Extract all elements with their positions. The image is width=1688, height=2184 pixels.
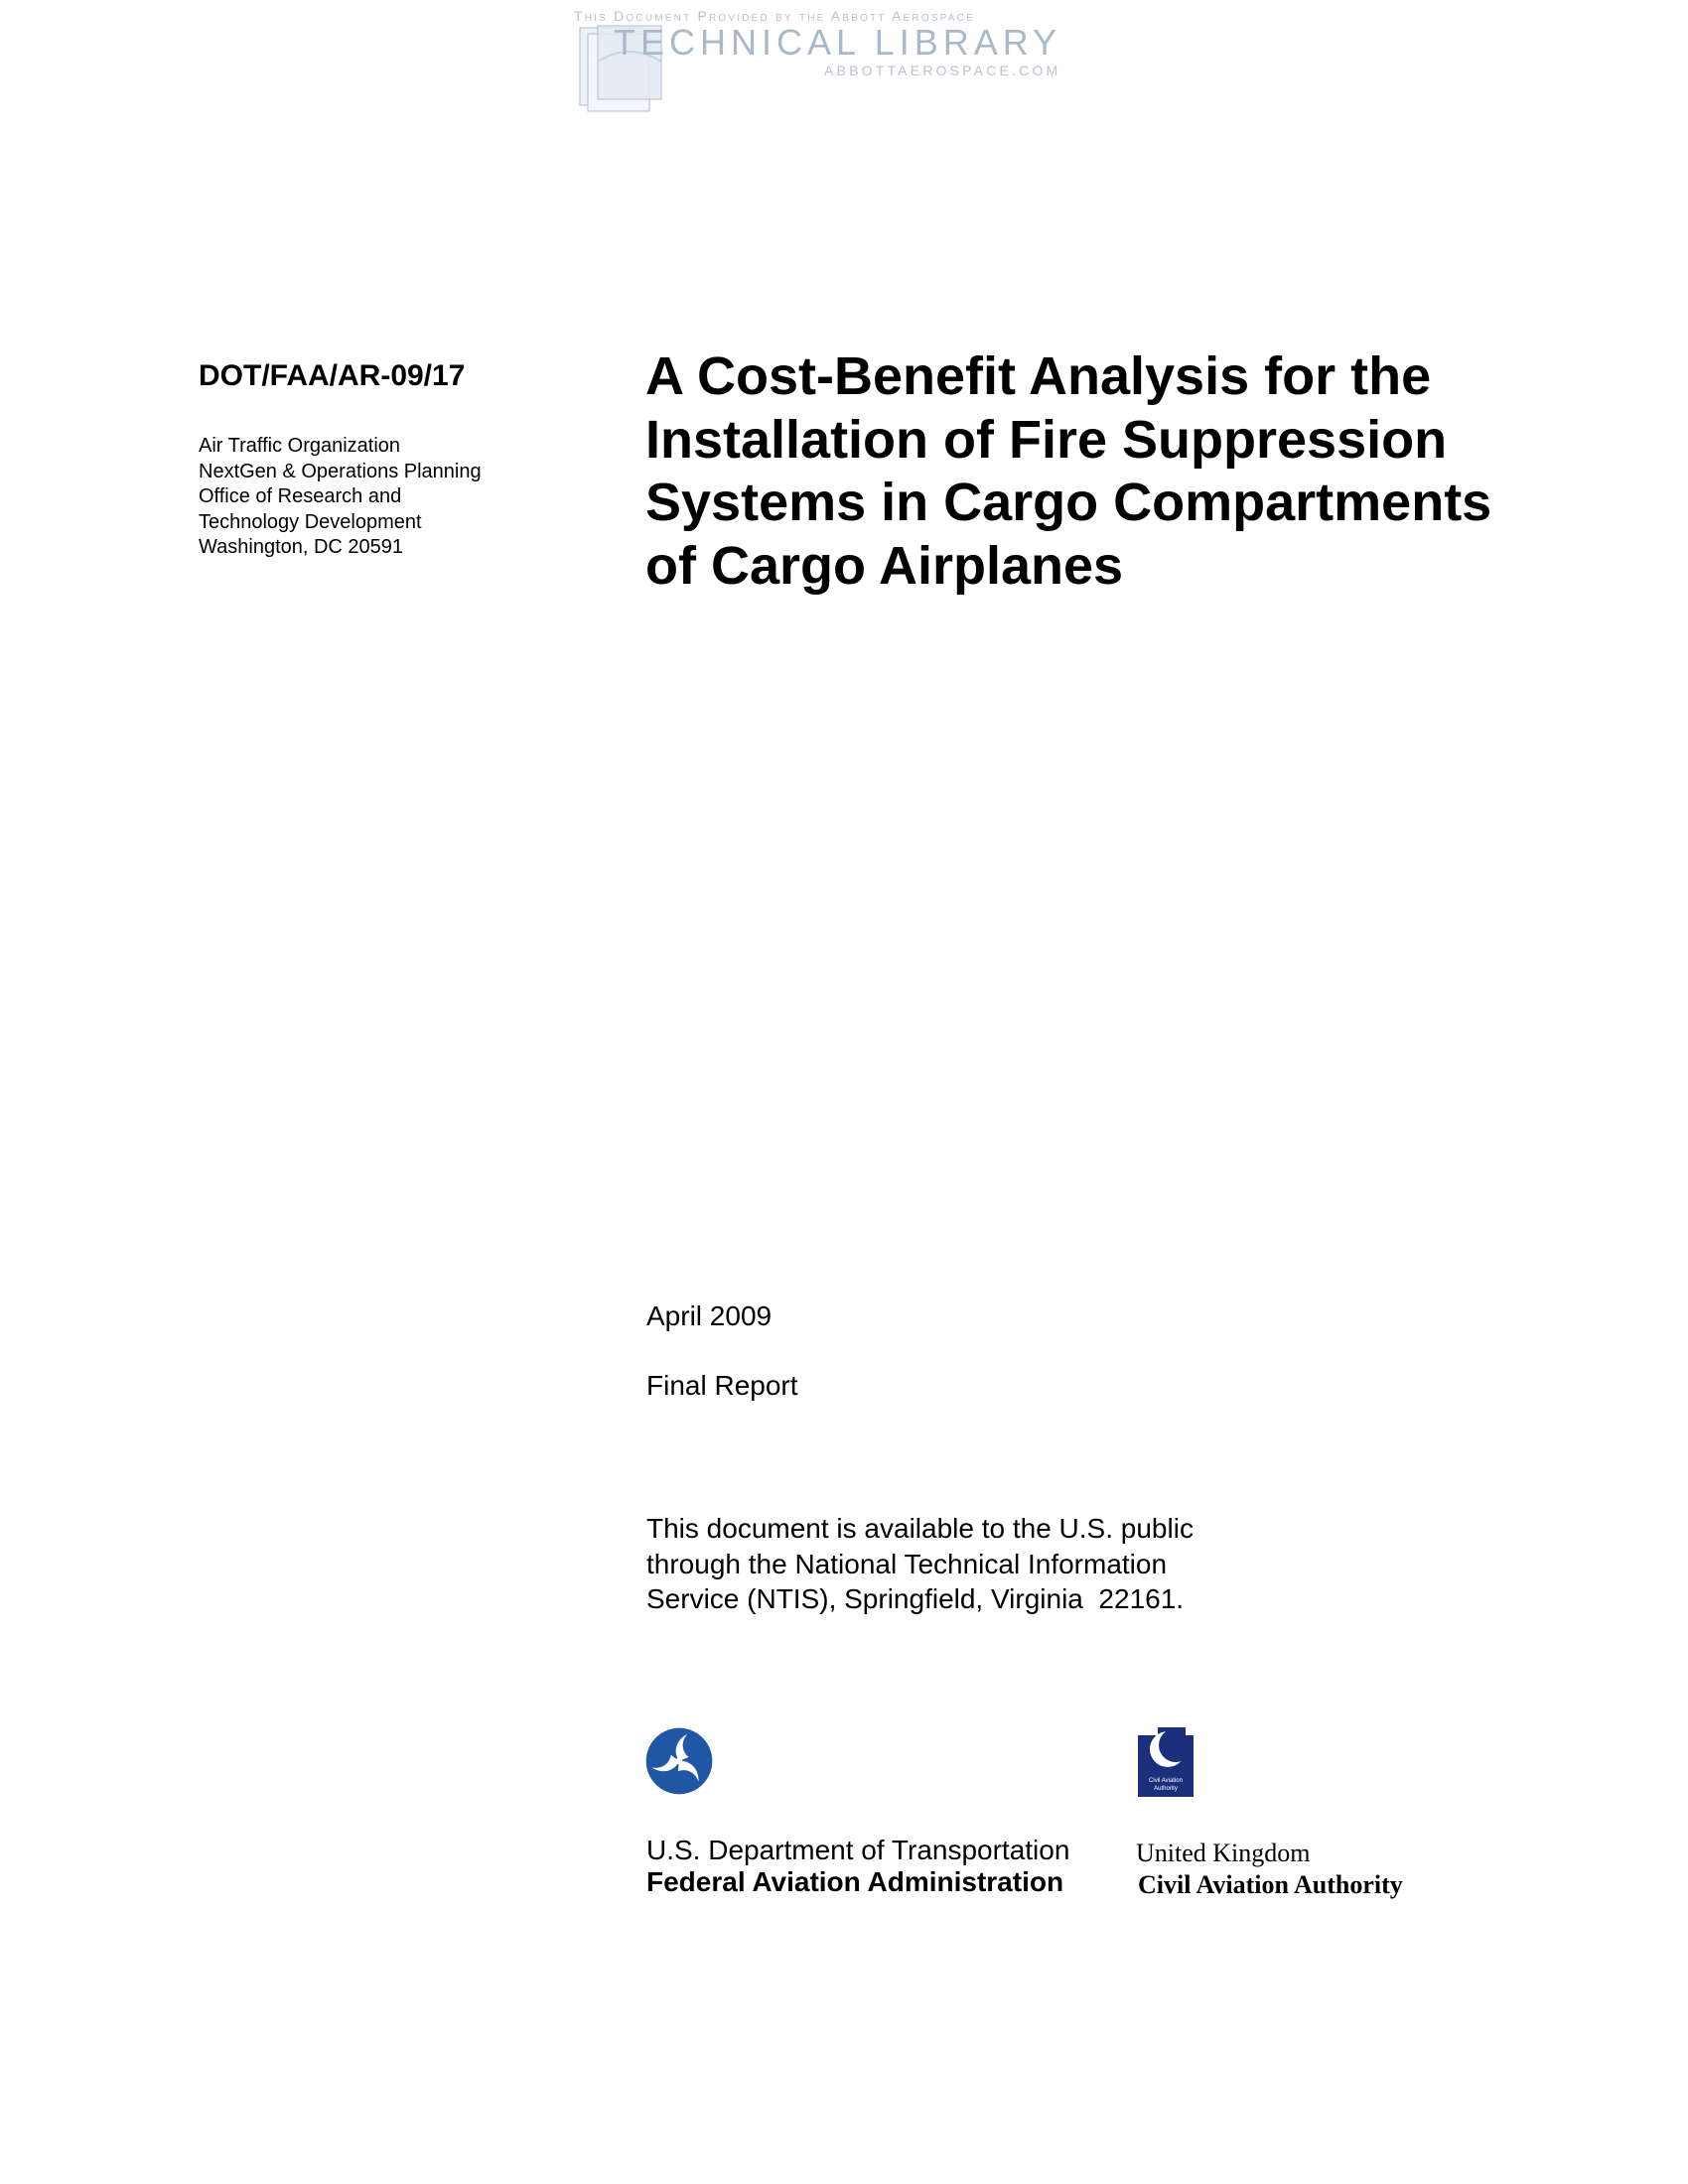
dot-agency-text [646,1835,1069,1898]
title-line: A Cost-Benefit Analysis for the [645,346,1432,406]
title-line: of Cargo Airplanes [645,535,1124,596]
watermark-header [570,4,1086,113]
availability-statement [646,1511,1194,1617]
report-type: Final Report [646,1370,798,1401]
organization-line: Air Traffic Organization [199,435,401,457]
report-number: DOT/FAA/AR-09/17 [199,359,466,392]
document-title [645,345,1648,598]
dot-department: U.S. Department of Transportation [646,1835,1070,1865]
title-line: Installation of Fire Suppression [645,409,1448,470]
caa-logo-text: Authority [1154,1786,1178,1792]
availability-line: This document is available to the U.S. public [646,1513,1194,1544]
caa-agency-text [1136,1838,1403,1901]
caa-country: United Kingdom [1136,1839,1311,1867]
organization-line: Office of Research and [199,485,402,507]
faa-name: Federal Aviation Administration [646,1866,1064,1897]
title-line: Systems in Cargo Compartments [645,473,1492,532]
availability-line: through the National Technical Information [646,1548,1168,1579]
dot-triskelion-icon [645,1727,713,1795]
watermark-provided-by: This Document Provided by the Abbott Aerospace [574,8,975,24]
caa-name: Civil Aviation Authority [1138,1870,1403,1899]
organization-line: Washington, DC 20591 [199,536,404,558]
watermark-url: ABBOTTAEROSPACE.COM [824,63,1061,78]
caa-logo-text: Civil Aviation [1149,1778,1183,1784]
organization-line: NextGen & Operations Planning [199,460,482,482]
report-date: April 2009 [646,1300,773,1331]
organization-block [199,434,482,561]
availability-line: Service (NTIS), Springfield, Virginia 22161. [646,1583,1185,1614]
caa-crescent-icon [1138,1727,1194,1797]
watermark-title: TECHNICAL LIBRARY [614,22,1062,63]
organization-line: Technology Development [199,510,422,533]
